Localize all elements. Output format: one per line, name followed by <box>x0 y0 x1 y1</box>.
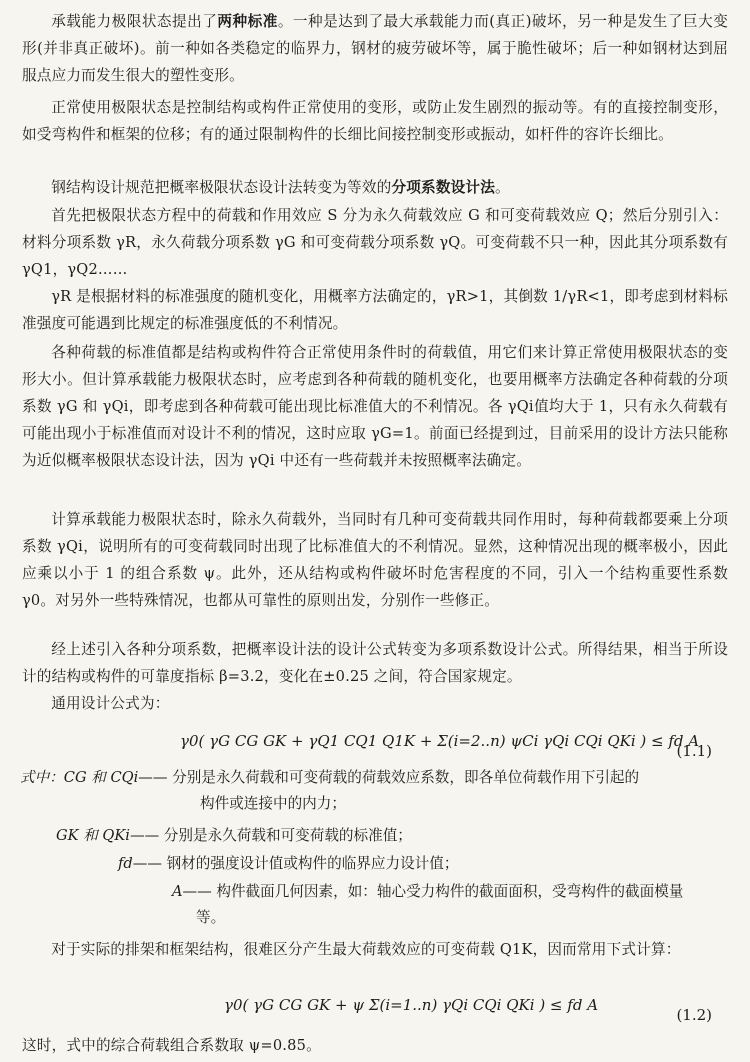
paragraph-2: 正常使用极限状态是控制结构或构件正常使用的变形，或防止发生剧烈的振动等。有的直接控制变形，如受弯构件和框架的位移；有的通过限制构件的长细比间接控制变形或振动，如杆件的容许长细比。 <box>22 99 728 143</box>
formula-1-2-number: (1.2) <box>676 1006 712 1024</box>
formula-1-2-expression: γ0( γG CG GK + ψ Σ(i=1..n) γQi CQi QKi ) ≤ fd A <box>224 996 599 1014</box>
paragraph-4: 首先把极限状态方程中的荷载和作用效应 S 分为永久荷载效应 G 和可变荷载效应 Q；然后分别引入：材料分项系数 γR，永久荷载分项系数 γG 和可变荷载分项系数 γQ。可变荷载不只一种，因此其分项系数有 γQ1，γQ2…… <box>22 207 728 278</box>
definition-gk-qk: GK 和 QKi—— 分别是永久荷载和可变荷载的标准值； <box>56 827 412 844</box>
paragraph-8: 经上述引入各种分项系数，把概率设计法的设计公式转变为多项系数设计公式。所得结果，相当于所设计的结构或构件的可靠度指标 β=3.2，变化在±0.25 之间，符合国家规定。 <box>22 641 728 685</box>
paragraph-9: 通用设计公式为： <box>51 695 170 712</box>
formula-1-1-expression: γ0( γG CG GK + γQ1 CQ1 Q1K + Σ(i=2..n) ψCi γQi CQi QKi ) ≤ fd A <box>180 732 700 750</box>
definition-a: A—— 构件截面几何因素，如：轴心受力构件的截面面积，受弯构件的截面模量 <box>172 883 684 900</box>
definition-cg-cq: 式中：CG 和 CQi—— 分别是永久荷载和可变荷载的荷载效应系数，即各单位荷载作用下引起的 <box>20 769 640 786</box>
paragraph-10: 对于实际的排架和框架结构，很难区分产生最大荷载效应的可变荷载 Q1K，因而常用下式计算： <box>51 941 681 958</box>
paragraph-1: 承载能力极限状态提出了两种标准。一种是达到了最大承载能力而(真正)破坏，另一种是发生了巨大变形(并非真正破坏)。前一种如各类稳定的临界力，钢材的疲劳破坏等，属于脆性破坏；后一种如钢材达到屈服点应力而发生很大的塑性变形。 <box>22 13 729 84</box>
definition-a-continued: 等。 <box>196 909 226 926</box>
paragraph-6: 各种荷载的标准值都是结构或构件符合正常使用条件时的荷载值，用它们来计算正常使用极限状态的变形大小。但计算承载能力极限状态时，应考虑到各种荷载的随机变化，也要用概率方法确定各种荷载的分项系数 γG 和 γQi，即考虑到各种荷载可能出现比标准值大的不利情况。各 γQi值均大于 1，只有永久荷载有可能出现小于标准值而对设计不利的情况，这时应取 γG=1。前面已经提到过，目前采用的设计方法只能称为近似概率极限状态设计法，因为 γQi 中还有一些荷载并未按照概率法确定。 <box>22 344 728 469</box>
formula-1-2 <box>0 996 750 1036</box>
formula-1-1-number: (1.1) <box>676 742 712 760</box>
paragraph-5: γR 是根据材料的标准强度的随机变化，用概率方法确定的，γR>1，其倒数 1/γR<1，即考虑到材料标准强度可能遇到比规定的标准强度低的不利情况。 <box>22 288 728 332</box>
definition-fd: fd—— 钢材的强度设计值或构件的临界应力设计值； <box>118 855 459 872</box>
paragraph-closing: 这时，式中的综合荷载组合系数取 ψ=0.85。 <box>22 1037 321 1054</box>
paragraph-7: 计算承载能力极限状态时，除永久荷载外，当同时有几种可变荷载共同作用时，每种荷载都要乘上分项系数 γQi，说明所有的可变荷载同时出现了比标准值大的不利情况。显然，这种情况出现的概率极小，因此应乘以小于 1 的组合系数 ψ。此外，还从结构或构件破坏时危害程度的不同，引入一个结构重要性系数 γ0。对另外一些特殊情况，也都从可靠性的原则出发，分别作一些修正。 <box>22 511 728 609</box>
definition-cg-cq-continued: 构件或连接中的内力； <box>200 795 346 812</box>
paragraph-3: 钢结构设计规范把概率极限状态设计法转变为等效的分项系数设计法。 <box>51 179 510 196</box>
